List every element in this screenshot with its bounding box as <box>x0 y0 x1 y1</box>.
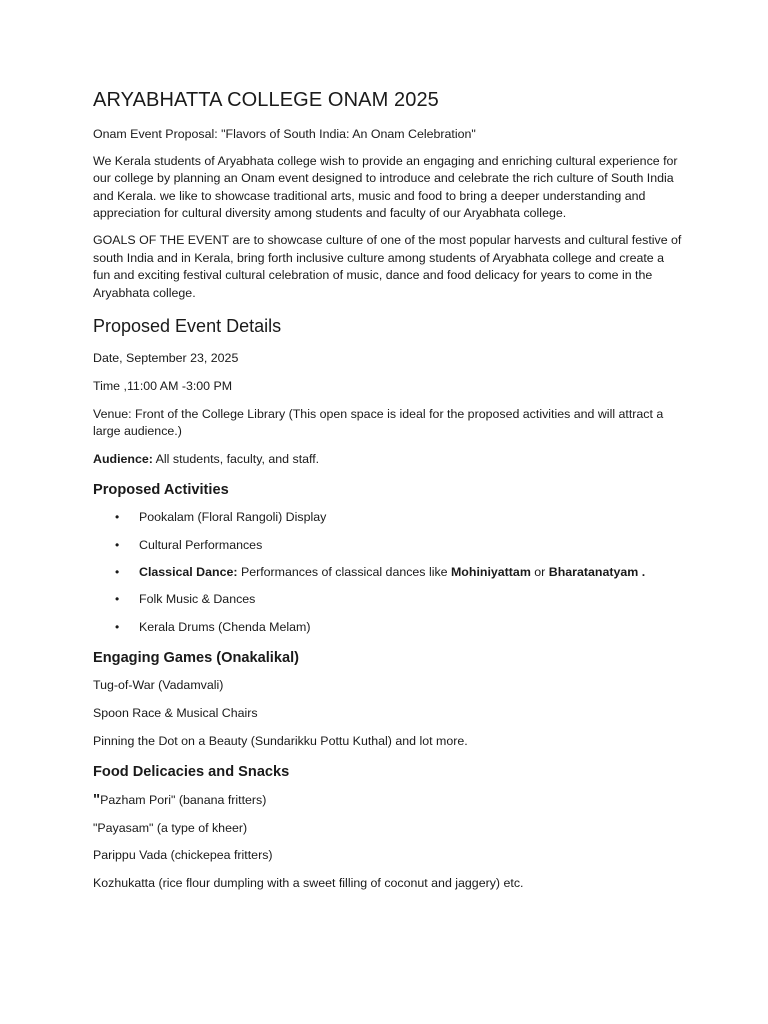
event-date: Date, September 23, 2025 <box>93 351 239 366</box>
bullet-icon: • <box>115 510 120 525</box>
activities-list <box>93 509 683 636</box>
document-page <box>93 86 683 903</box>
event-venue: Venue: Front of the College Library (This open space is ideal for the proposed activities and will attract a large audience.) <box>93 406 664 439</box>
list-item: Parippu Vada (chickepea fritters) <box>93 848 273 863</box>
event-time: Time ,11:00 AM -3:00 PM <box>93 378 233 393</box>
classical-label: Classical Dance: <box>139 565 238 580</box>
activities-heading: Proposed Activities <box>93 482 229 499</box>
bullet-icon: • <box>115 619 120 634</box>
list-item: • Folk Music & Dances <box>93 591 683 609</box>
bullet-icon: • <box>115 565 120 580</box>
list-item: • Pookalam (Floral Rangoli) Display <box>93 509 683 527</box>
event-audience <box>93 451 683 469</box>
list-item: • Classical Dance: Performances of classical dances like Mohiniyattam or Bharatanatyam . <box>93 564 683 582</box>
list-item: • Cultural Performances <box>93 537 683 555</box>
list-item: "Payasam" (a type of kheer) <box>93 820 248 835</box>
list-item: Tug-of-War (Vadamvali) <box>93 678 224 693</box>
list-item: Pinning the Dot on a Beauty (Sundarikku Pottu Kuthal) and lot more. <box>93 733 468 748</box>
list-item: Kozhukatta (rice flour dumpling with a sweet filling of coconut and jaggery) etc. <box>93 876 524 891</box>
audience-value: All students, faculty, and staff. <box>152 451 320 466</box>
games-heading: Engaging Games (Onakalikal) <box>93 650 299 667</box>
bullet-icon: • <box>115 537 120 552</box>
food-list <box>93 791 683 892</box>
list-item: Spoon Race & Musical Chairs <box>93 706 258 721</box>
dance-name: Mohiniyattam <box>450 565 531 580</box>
food-heading: Food Delicacies and Snacks <box>93 764 290 781</box>
proposal-line: Onam Event Proposal: "Flavors of South India: An Onam Celebration" <box>93 127 476 141</box>
list-item: • Kerala Drums (Chenda Melam) <box>93 619 683 637</box>
games-list <box>93 677 683 750</box>
dance-name: Bharatanatyam . <box>548 565 646 580</box>
list-item: "Pazham Pori" (banana fritters) <box>93 791 267 809</box>
event-details-heading: Proposed Event Details <box>93 316 282 337</box>
page-title: ARYABHATTA COLLEGE ONAM 2025 <box>93 89 439 111</box>
intro-paragraph: We Kerala students of Aryabhata college wish to provide an engaging and enriching cultural experience for our college by planning an Onam event designed to introduce and celebrate the rich culture of South India and Kerala. we like to showcase traditional arts, music and food to bring a deeper understanding and appreciation for cultural diversity among students and faculty of our Aryabhata college. <box>93 153 678 221</box>
bullet-icon: • <box>115 592 120 607</box>
event-details <box>93 350 683 468</box>
audience-label: Audience: <box>93 451 153 466</box>
goals-paragraph: GOALS OF THE EVENT are to showcase culture of one of the most popular harvests and cultural festive of south India and in Kerala, bring forth inclusive culture among students of Aryabhata college and create a fun and exciting festival cultural celebration of music, dance and food delicacy for years to come in the Aryabhata college. <box>93 232 682 300</box>
